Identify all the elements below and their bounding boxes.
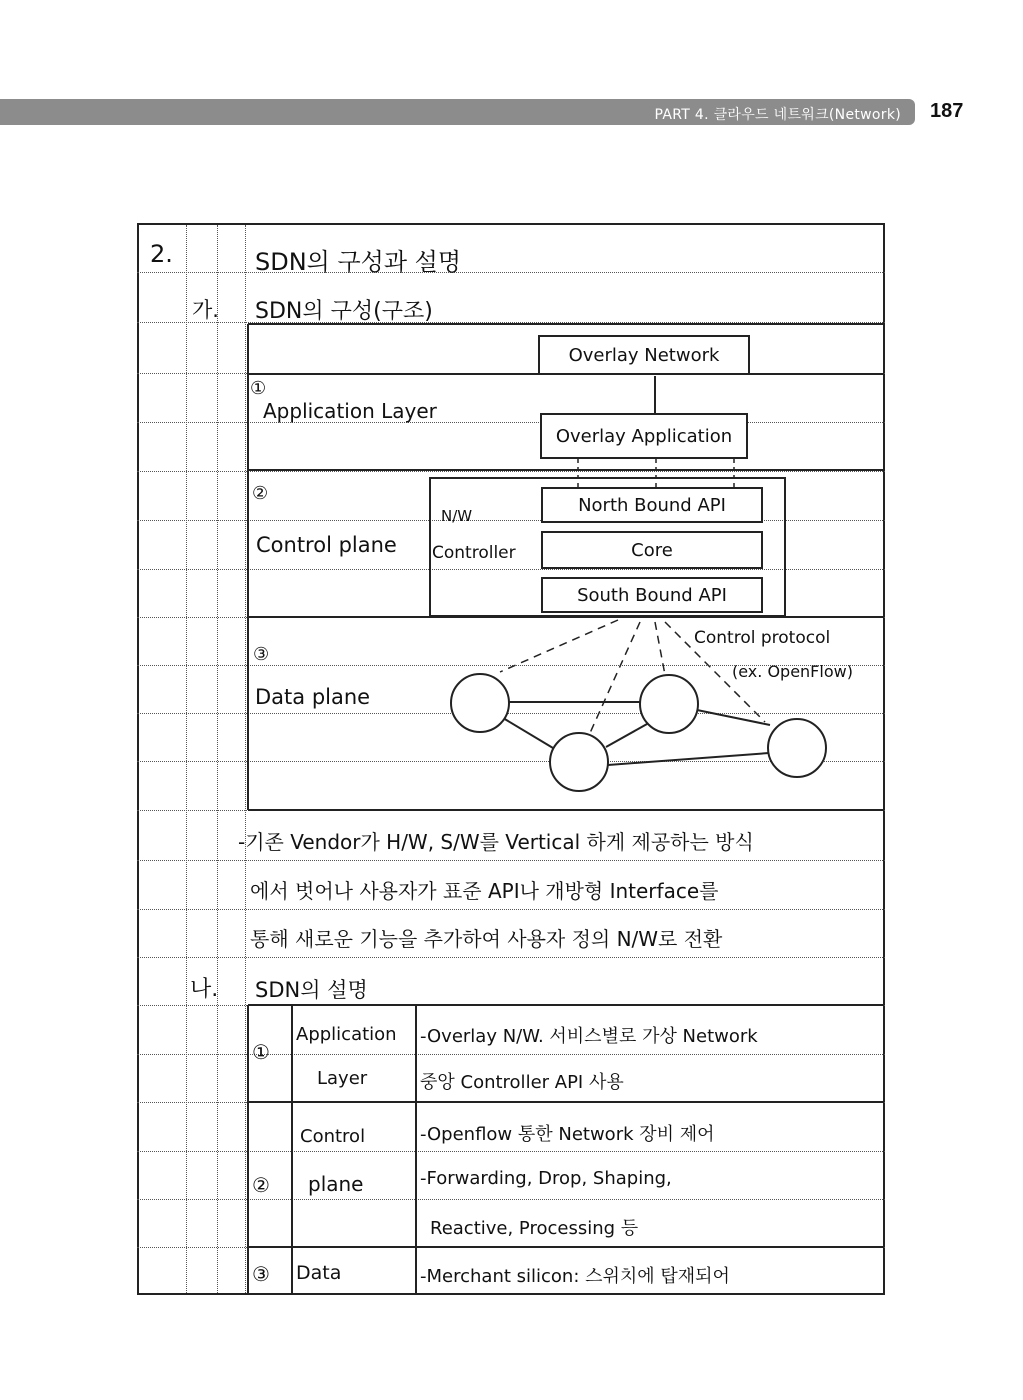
table-row3-number: ③ bbox=[252, 1262, 270, 1286]
page-number: 187 bbox=[930, 100, 964, 122]
description-line: -기존 Vendor가 H/W, S/W를 Vertical 하게 제공하는 방식 bbox=[238, 830, 754, 854]
subsection-title-na: SDN의 설명 bbox=[255, 978, 368, 1002]
table-row2-desc: -Forwarding, Drop, Shaping, bbox=[420, 1168, 672, 1189]
application-layer-label: Application Layer bbox=[263, 399, 437, 423]
openflow-note: (ex. OpenFlow) bbox=[732, 662, 853, 681]
part-label: PART 4. 클라우드 네트워크(Network) bbox=[654, 107, 901, 123]
core-box: Core bbox=[541, 531, 763, 569]
layer3-number: ③ bbox=[253, 644, 270, 665]
overlay-application-box: Overlay Application bbox=[540, 413, 748, 459]
table-row3-desc: -Merchant silicon: 스위치에 탑재되어 bbox=[420, 1266, 730, 1287]
controller-label: Controller bbox=[432, 543, 516, 563]
table-row3-name: Data bbox=[296, 1262, 342, 1284]
table-row1-desc: 중앙 Controller API 사용 bbox=[420, 1072, 624, 1093]
control-protocol-label: Control protocol bbox=[694, 628, 831, 648]
description-line: 통해 새로운 기능을 추가하여 사용자 정의 N/W로 전환 bbox=[250, 927, 723, 951]
subsection-marker-ga: 가. bbox=[192, 298, 219, 322]
switch-node bbox=[768, 719, 826, 777]
table-row2-number: ② bbox=[252, 1173, 270, 1197]
table-row1-number: ① bbox=[252, 1040, 270, 1064]
table-row1-name: Layer bbox=[317, 1068, 368, 1089]
south-bound-api-box: South Bound API bbox=[541, 577, 763, 613]
switch-node bbox=[640, 675, 698, 733]
layer1-number: ① bbox=[250, 378, 267, 399]
table-row1-name: Application bbox=[296, 1024, 397, 1045]
section-number: 2. bbox=[150, 240, 173, 268]
description-line: 에서 벗어나 사용자가 표준 API나 개방형 Interface를 bbox=[250, 879, 719, 903]
table-row2-name: plane bbox=[308, 1172, 364, 1196]
switch-node bbox=[550, 733, 608, 791]
table-row1-desc: -Overlay N/W. 서비스별로 가상 Network bbox=[420, 1026, 758, 1047]
north-bound-api-box: North Bound API bbox=[541, 487, 763, 523]
table-row2-name: Control bbox=[300, 1126, 366, 1147]
layer2-number: ② bbox=[252, 483, 269, 504]
overlay-network-box: Overlay Network bbox=[538, 335, 750, 375]
subsection-marker-na: 나. bbox=[190, 977, 219, 1002]
subsection-title-ga: SDN의 구성(구조) bbox=[255, 299, 433, 324]
switch-node bbox=[451, 674, 509, 732]
table-row2-desc: -Openflow 통한 Network 장비 제어 bbox=[420, 1124, 715, 1145]
section-title: SDN의 구성과 설명 bbox=[255, 248, 462, 276]
control-plane-label: Control plane bbox=[256, 533, 397, 557]
switch-nodes bbox=[451, 674, 826, 791]
controller-nw-label: N/W bbox=[441, 507, 473, 525]
table-row2-desc: Reactive, Processing 등 bbox=[430, 1218, 639, 1239]
data-plane-label: Data plane bbox=[255, 685, 371, 709]
